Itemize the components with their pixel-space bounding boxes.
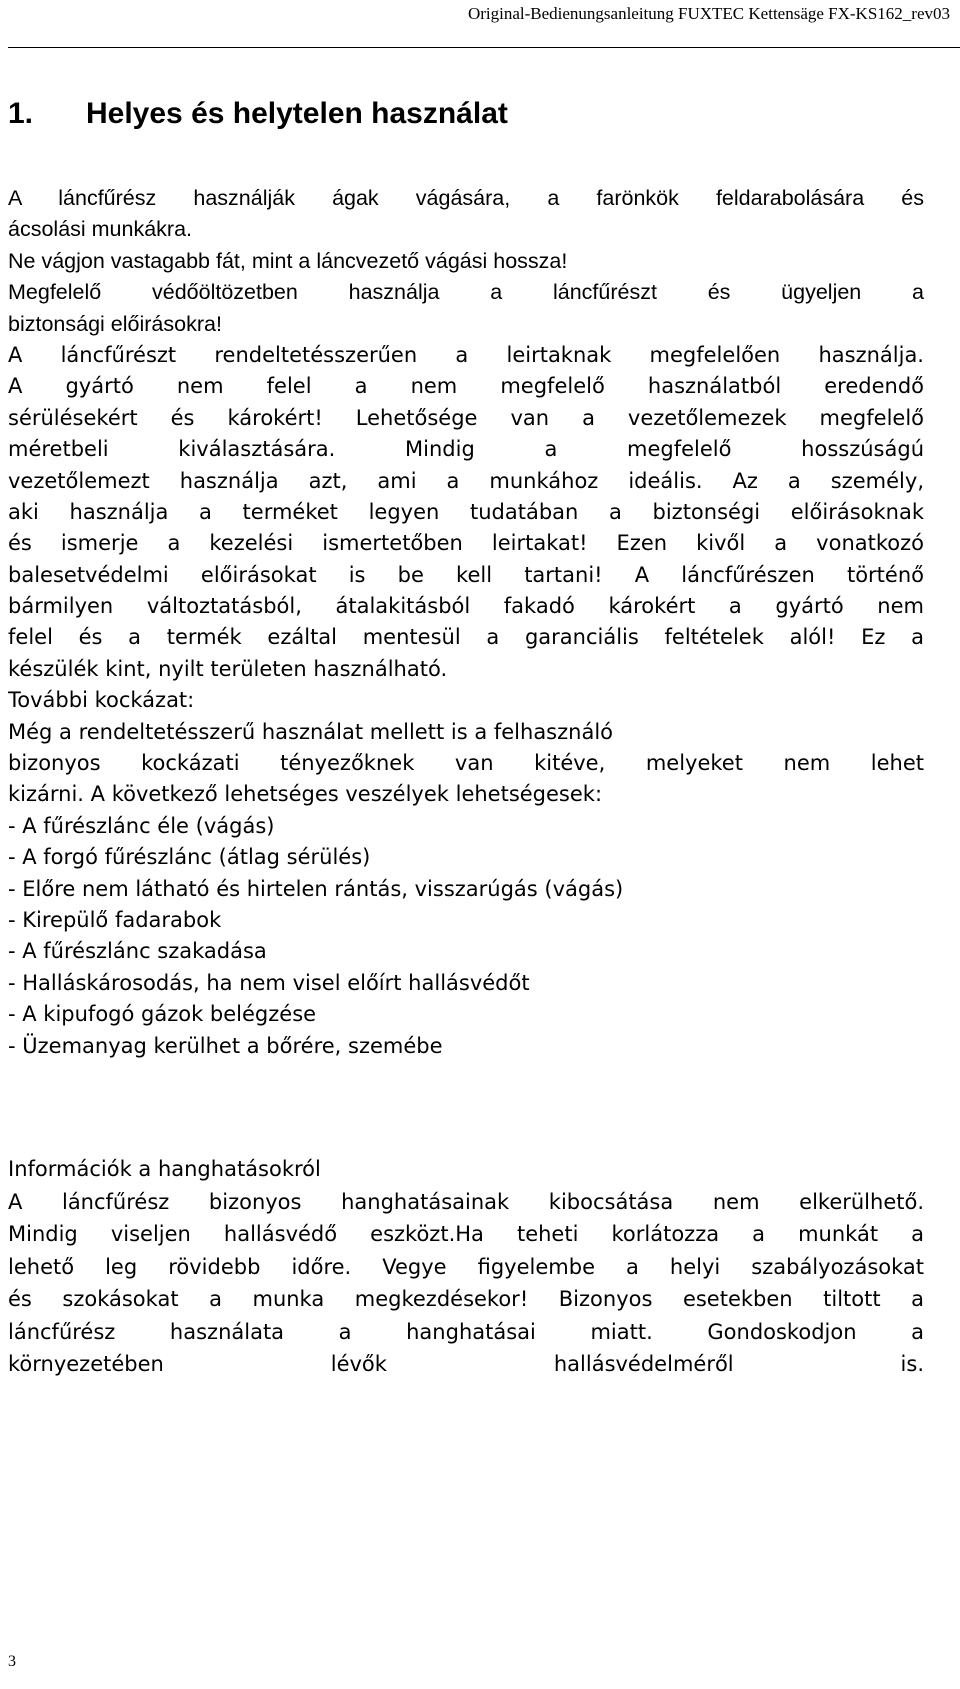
text-line: - Előre nem látható és hirtelen rántás, visszarúgás (vágás) <box>8 876 624 901</box>
text-line: felel és a termék ezáltal mentesül a garanciális feltételek alól! Ez a <box>8 625 924 650</box>
text-line: méretbeli kiválasztására. Mindig a megfelelő hosszúságú <box>8 437 924 462</box>
text-line: Információk a hanghatásokról <box>8 1157 321 1181</box>
noise-info-block <box>8 1153 924 1381</box>
text-line: láncfűrész használata a hanghatásai miatt. Gondoskodjon a <box>8 1319 924 1344</box>
text-line: Mindig viseljen hallásvédő eszközt.Ha teheti korlátozza a munkát a <box>8 1222 924 1246</box>
page-number: 3 <box>8 1653 16 1670</box>
text-line: vezetőlemezt használja azt, ami a munkához ideális. Az a személy, <box>8 468 924 493</box>
text-line: bizonyos kockázati tényezőknek van kitéve, melyeket nem lehet <box>8 751 924 776</box>
text-line: készülék kint, nyilt területen használható. <box>8 656 448 681</box>
text-line: aki használja a terméket legyen tudatában a biztonségi előirásoknak <box>8 499 924 524</box>
text-line: Megfelelő védőöltözetben használja a láncfűrészt és ügyeljen a <box>8 280 924 305</box>
text-line: biztonsági előirásokra! <box>8 311 222 336</box>
text-line: lehető leg rövidebb időre. Vegye figyelembe a helyi szabályozásokat <box>8 1254 924 1279</box>
usage-text-block <box>8 183 924 1062</box>
section-number: 1. <box>8 97 34 130</box>
text-line: - A fűrészlánc szakadása <box>8 939 267 964</box>
text-line: A láncfűrészt rendeltetésszerűen a leirtaknak megfelelően használja. <box>8 342 924 367</box>
text-line: sérülésekért és károkért! Lehetősége van a vezetőlemezek megfelelő <box>8 405 924 430</box>
text-line: Még a rendeltetésszerű használat mellett is a felhasználó <box>8 719 614 744</box>
text-line: bármilyen változtatásból, átalakitásból fakadó károkért a gyártó nem <box>8 594 924 619</box>
text-line: A láncfűrész használják ágak vágására, a farönkök feldarabolására és <box>8 186 924 210</box>
text-line: - A kipufogó gázok belégzése <box>8 1002 317 1027</box>
text-line: - Üzemanyag kerülhet a bőrére, szemébe <box>8 1033 443 1058</box>
text-line: A láncfűrész bizonyos hanghatásainak kibocsátása nem elkerülhető. <box>8 1189 924 1214</box>
running-header: Original-Bedienungsanleitung FUXTEC Kettensäge FX-KS162_rev03 <box>467 4 950 23</box>
text-line: Ne vágjon vastagabb fát, mint a láncvezető vágási hossza! <box>8 248 568 273</box>
header-divider <box>8 47 960 48</box>
text-line: és ismerje a kezelési ismertetőben leirtakat! Ezen kivől a vonatkozó <box>8 531 924 556</box>
text-line: és szokásokat a munka megkezdésekor! Bizonyos esetekben tiltott a <box>8 1287 924 1311</box>
text-line: A gyártó nem felel a nem megfelelő használatból eredendő <box>8 374 924 399</box>
text-line: környezetében lévők hallásvédelméről is. <box>8 1352 924 1376</box>
text-line: kizárni. A következő lehetséges veszélyek lehetségesek: <box>8 782 603 807</box>
text-line: - Kirepülő fadarabok <box>8 907 222 932</box>
section-title: Helyes és helytelen használat <box>86 97 508 130</box>
text-line: - A fűrészlánc éle (vágás) <box>8 813 275 838</box>
text-line: További kockázat: <box>8 688 195 713</box>
text-line: ácsolási munkákra. <box>8 217 193 242</box>
text-line: balesetvédelmi előirásokat is be kell tartani! A láncfűrészen történő <box>8 562 924 587</box>
section-heading <box>8 96 508 132</box>
text-line: - Halláskárosodás, ha nem visel előírt hallásvédőt <box>8 970 530 995</box>
text-line: - A forgó fűrészlánc (átlag sérülés) <box>8 845 371 870</box>
